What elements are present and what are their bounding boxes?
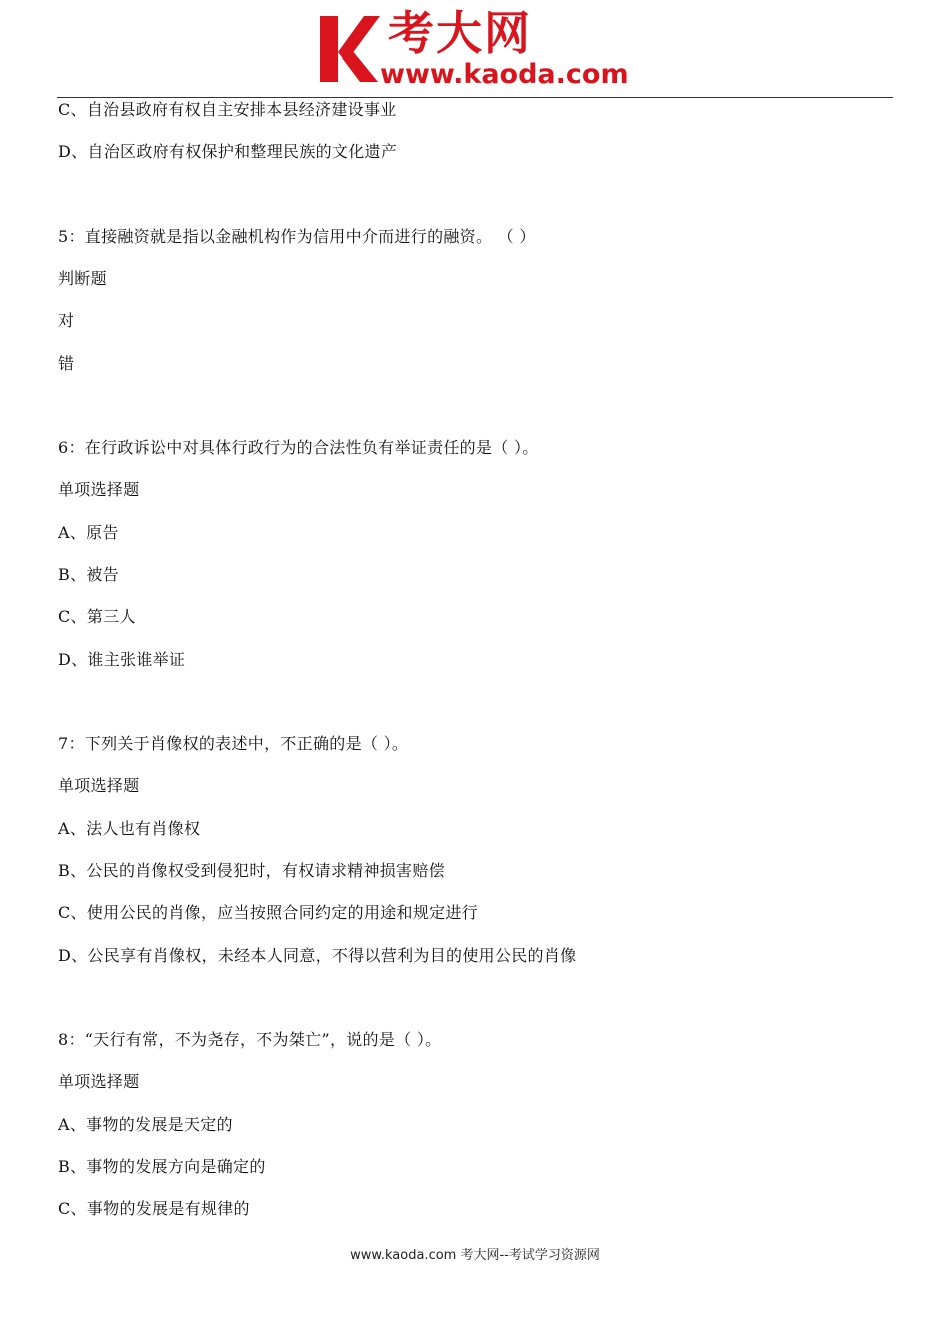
- header-divider: [57, 97, 893, 98]
- q6-option-a[interactable]: A、原告: [58, 523, 119, 542]
- q5-option-false[interactable]: 错: [58, 354, 75, 373]
- page-header: [0, 0, 950, 100]
- q7-option-b[interactable]: B、公民的肖像权受到侵犯时，有权请求精神损害赔偿: [58, 861, 445, 880]
- q8-option-c[interactable]: C、事物的发展是有规律的: [58, 1199, 250, 1218]
- q6-option-d[interactable]: D、谁主张谁举证: [58, 650, 186, 669]
- q5-question: 5：直接融资就是指以金融机构作为信用中介而进行的融资。 （ ）: [58, 227, 536, 246]
- q8-option-b[interactable]: B、事物的发展方向是确定的: [58, 1157, 266, 1176]
- q7-option-a[interactable]: A、法人也有肖像权: [58, 819, 201, 838]
- q7-option-d[interactable]: D、公民享有肖像权，未经本人同意，不得以营利为目的使用公民的肖像: [58, 946, 577, 965]
- kaoda-logo[interactable]: [318, 6, 638, 90]
- q7-question: 7：下列关于肖像权的表述中，不正确的是（ ）。: [58, 734, 409, 753]
- logo-url: www.kaoda.com: [380, 59, 629, 90]
- q6-option-b[interactable]: B、被告: [58, 565, 119, 584]
- k-logo-icon: [318, 14, 380, 84]
- q7-type: 单项选择题: [58, 776, 140, 795]
- page-footer[interactable]: www.kaoda.com 考大网--考试学习资源网: [350, 1248, 600, 1263]
- q8-question: 8：“天行有常，不为尧存，不为桀亡”，说的是（ ）。: [58, 1030, 442, 1049]
- q6-question: 6：在行政诉讼中对具体行政行为的合法性负有举证责任的是（ ）。: [58, 438, 539, 457]
- q7-option-c[interactable]: C、使用公民的肖像，应当按照合同约定的用途和规定进行: [58, 903, 479, 922]
- q4-option-c[interactable]: C、自治县政府有权自主安排本县经济建设事业: [58, 100, 397, 119]
- q5-type: 判断题: [58, 269, 107, 288]
- logo-title: 考大网: [388, 6, 532, 60]
- q4-option-d[interactable]: D、自治区政府有权保护和整理民族的文化遗产: [58, 142, 398, 161]
- q6-type: 单项选择题: [58, 480, 140, 499]
- q8-type: 单项选择题: [58, 1072, 140, 1091]
- q6-option-c[interactable]: C、第三人: [58, 607, 136, 626]
- q8-option-a[interactable]: A、事物的发展是天定的: [58, 1115, 233, 1134]
- q5-option-true[interactable]: 对: [58, 311, 75, 330]
